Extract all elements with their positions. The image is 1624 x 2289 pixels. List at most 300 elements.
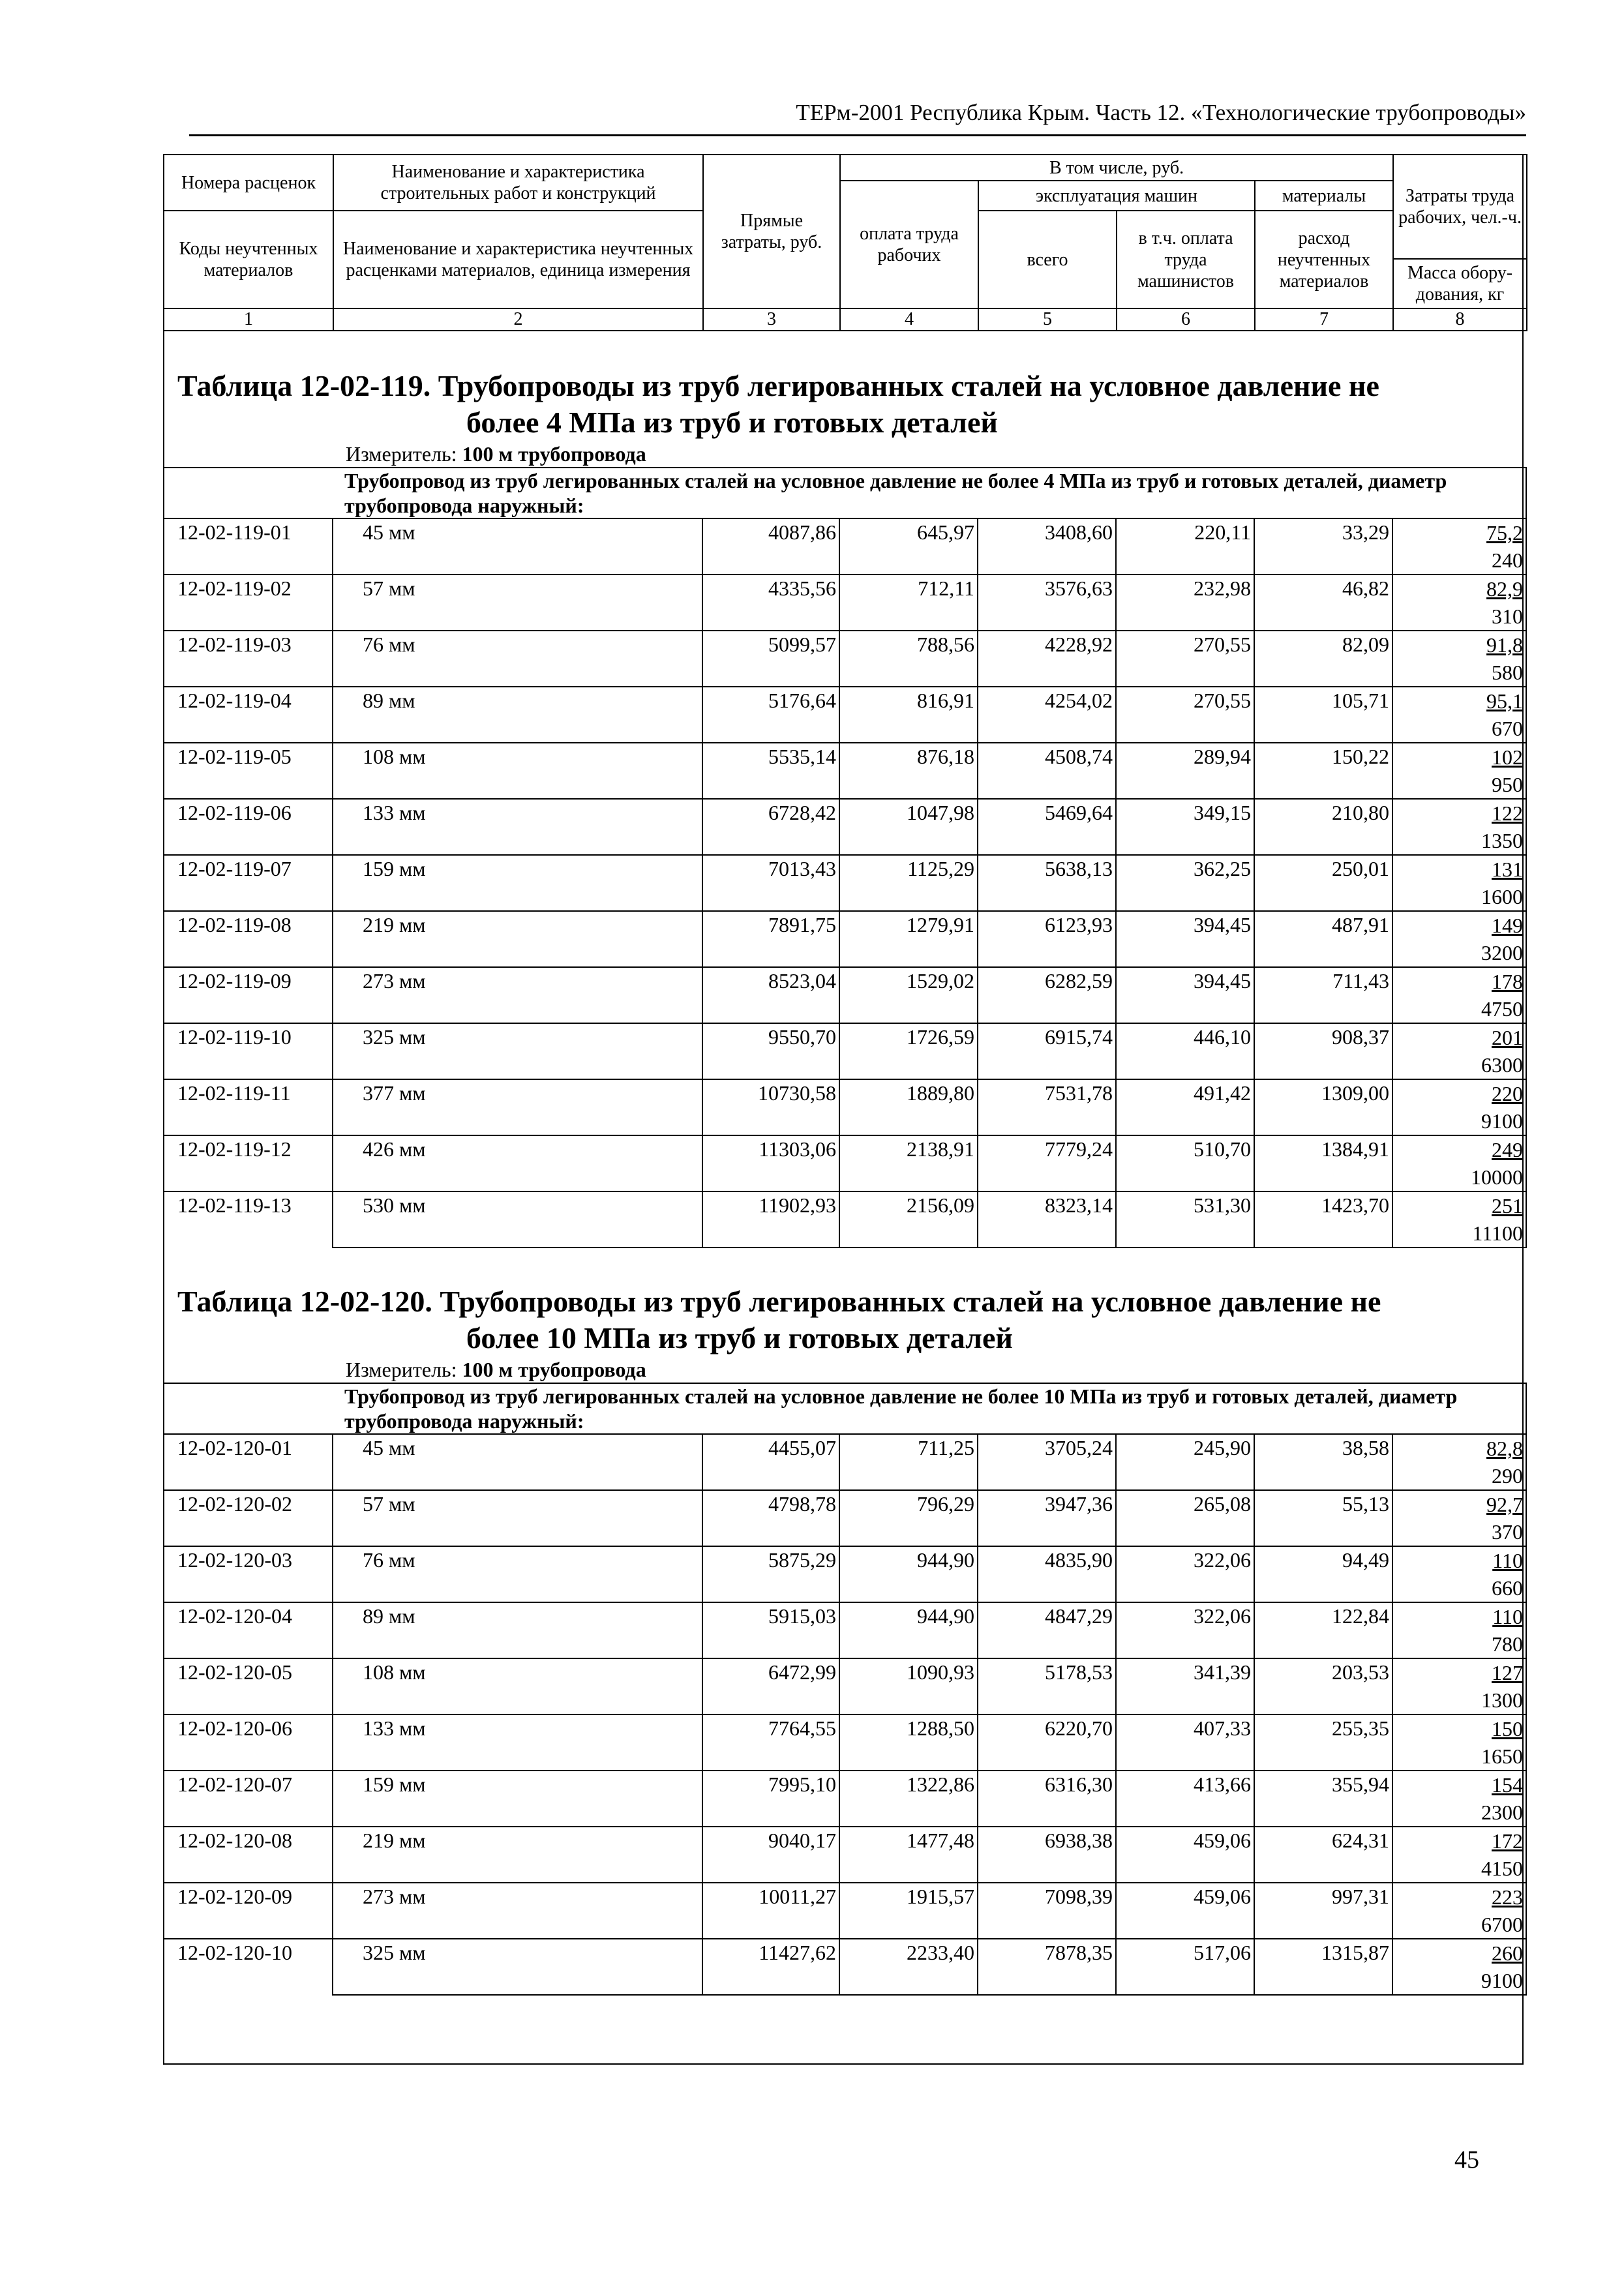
rate-code: 12-02-119-02 [163, 575, 333, 631]
machinists-wages: 510,70 [1116, 1135, 1254, 1191]
rate-name: 57 мм [333, 575, 702, 631]
labor-mass-cell [1392, 1883, 1526, 1939]
machines-total: 8323,14 [978, 1191, 1116, 1248]
rate-code: 12-02-119-13 [163, 1191, 333, 1248]
materials-cost: 250,01 [1254, 855, 1392, 911]
table-header [163, 154, 1527, 331]
machines-total: 3576,63 [978, 575, 1116, 631]
machinists-wages: 232,98 [1116, 575, 1254, 631]
col-8-top-header: Затраты труда рабочих, чел.-ч. [1393, 155, 1527, 259]
table-row [163, 967, 1526, 1023]
measure-line [164, 1356, 1522, 1383]
machinists-wages: 459,06 [1116, 1827, 1254, 1883]
direct-costs: 5875,29 [702, 1546, 839, 1602]
machines-total: 4847,29 [978, 1602, 1116, 1658]
machinists-wages: 394,45 [1116, 911, 1254, 967]
section-title-line-2: более 10 МПа из труб и готовых деталей [466, 1321, 1013, 1354]
measure-line [164, 441, 1522, 467]
labor-wages: 645,97 [839, 518, 978, 575]
labor-hours: 178 [1492, 970, 1524, 993]
table-row [163, 1771, 1526, 1827]
direct-costs: 5915,03 [702, 1602, 839, 1658]
labor-mass-cell [1392, 1714, 1526, 1771]
rate-name: 45 мм [333, 1434, 702, 1490]
rate-code: 12-02-120-06 [163, 1714, 333, 1771]
labor-wages: 1047,98 [839, 799, 978, 855]
equipment-mass: 780 [1492, 1632, 1524, 1656]
equipment-mass: 1300 [1481, 1688, 1524, 1712]
rate-name: 76 мм [333, 631, 702, 687]
materials-cost: 908,37 [1254, 1023, 1392, 1079]
equipment-mass: 660 [1492, 1576, 1524, 1600]
labor-hours: 220 [1492, 1082, 1524, 1105]
measure-label: Измеритель: [346, 442, 457, 466]
machinists-wages: 245,90 [1116, 1434, 1254, 1490]
equipment-mass: 1350 [1481, 829, 1524, 852]
rate-code: 12-02-119-01 [163, 518, 333, 575]
materials-cost: 355,94 [1254, 1771, 1392, 1827]
materials-header: материалы [1255, 181, 1393, 211]
labor-hours: 223 [1492, 1885, 1524, 1909]
equipment-mass: 2300 [1481, 1801, 1524, 1824]
col-8-bottom-header: Масса обору-дования, кг [1393, 259, 1527, 308]
rate-name: 273 мм [333, 967, 702, 1023]
machinists-wages: 270,55 [1116, 687, 1254, 743]
col-number: 7 [1255, 308, 1393, 331]
col-1-top-header: Номера расценок [164, 155, 333, 211]
including-header: В том числе, руб. [840, 155, 1393, 181]
machines-total: 3947,36 [978, 1490, 1116, 1546]
price-table [163, 467, 1527, 1248]
machinists-wages: 322,06 [1116, 1546, 1254, 1602]
table-row [163, 518, 1526, 575]
measure-value: 100 м трубопровода [462, 442, 646, 466]
col-6-header: в т.ч. оплата труда машинистов [1117, 211, 1255, 308]
table-row [163, 855, 1526, 911]
price-table-section [164, 1248, 1522, 1996]
materials-cost: 1423,70 [1254, 1191, 1392, 1248]
machines-total: 3408,60 [978, 518, 1116, 575]
labor-wages: 1288,50 [839, 1714, 978, 1771]
labor-hours: 131 [1492, 858, 1524, 881]
price-table-section [164, 331, 1522, 1248]
subheading-row [163, 468, 1526, 518]
col-number: 4 [840, 308, 978, 331]
direct-costs: 5535,14 [702, 743, 839, 799]
machines-total: 7098,39 [978, 1883, 1116, 1939]
machines-total: 5469,64 [978, 799, 1116, 855]
labor-hours: 110 [1492, 1605, 1524, 1628]
labor-wages: 944,90 [839, 1602, 978, 1658]
measure-label: Измеритель: [346, 1358, 457, 1381]
direct-costs: 8523,04 [702, 967, 839, 1023]
rate-code: 12-02-120-10 [163, 1939, 333, 1995]
machines-total: 5178,53 [978, 1658, 1116, 1714]
machines-total: 3705,24 [978, 1434, 1116, 1490]
rate-name: 108 мм [333, 743, 702, 799]
col-3-header: Прямые затраты, руб. [703, 155, 840, 308]
labor-wages: 1322,86 [839, 1771, 978, 1827]
labor-hours: 251 [1492, 1194, 1524, 1218]
labor-mass-cell [1392, 1602, 1526, 1658]
labor-hours: 75,2 [1486, 521, 1524, 545]
direct-costs: 9550,70 [702, 1023, 839, 1079]
materials-cost: 203,53 [1254, 1658, 1392, 1714]
direct-costs: 10011,27 [702, 1883, 839, 1939]
section-title [164, 1283, 1522, 1356]
labor-mass-cell [1392, 855, 1526, 911]
rate-name: 325 мм [333, 1023, 702, 1079]
rate-name: 108 мм [333, 1658, 702, 1714]
materials-cost: 33,29 [1254, 518, 1392, 575]
col-2-bottom-header: Наименование и характеристика неучтенных расценками материалов, единица измерения [333, 211, 703, 308]
machinists-wages: 265,08 [1116, 1490, 1254, 1546]
direct-costs: 4335,56 [702, 575, 839, 631]
labor-hours: 249 [1492, 1138, 1524, 1161]
rate-code: 12-02-119-03 [163, 631, 333, 687]
machines-total: 5638,13 [978, 855, 1116, 911]
materials-cost: 255,35 [1254, 1714, 1392, 1771]
table-row [163, 1191, 1526, 1248]
labor-mass-cell [1392, 1023, 1526, 1079]
equipment-mass: 290 [1492, 1464, 1524, 1488]
rate-code: 12-02-120-08 [163, 1827, 333, 1883]
col-2-top-header: Наименование и характеристика строительных работ и конструкций [333, 155, 703, 211]
page-header: ТЕРм-2001 Республика Крым. Часть 12. «Технологические трубопроводы» [189, 98, 1526, 136]
machinists-wages: 362,25 [1116, 855, 1254, 911]
machinists-wages: 446,10 [1116, 1023, 1254, 1079]
rate-name: 45 мм [333, 518, 702, 575]
labor-wages: 1090,93 [839, 1658, 978, 1714]
table-row [163, 1883, 1526, 1939]
equipment-mass: 11100 [1472, 1221, 1524, 1245]
materials-cost: 46,82 [1254, 575, 1392, 631]
labor-hours: 127 [1492, 1661, 1524, 1684]
equipment-mass: 670 [1492, 717, 1524, 740]
section-title-line-2: более 4 МПа из труб и готовых деталей [466, 406, 998, 439]
col-number: 1 [164, 308, 333, 331]
section-title [164, 368, 1522, 441]
labor-hours: 92,7 [1486, 1493, 1524, 1516]
labor-wages: 1529,02 [839, 967, 978, 1023]
labor-mass-cell [1392, 1135, 1526, 1191]
rate-name: 89 мм [333, 687, 702, 743]
table-row [163, 687, 1526, 743]
direct-costs: 4798,78 [702, 1490, 839, 1546]
rate-code: 12-02-119-08 [163, 911, 333, 967]
labor-mass-cell [1392, 575, 1526, 631]
direct-costs: 5176,64 [702, 687, 839, 743]
table-row [163, 1827, 1526, 1883]
labor-mass-cell [1392, 1434, 1526, 1490]
materials-cost: 1309,00 [1254, 1079, 1392, 1135]
materials-cost: 997,31 [1254, 1883, 1392, 1939]
document-sheet [163, 154, 1524, 2065]
materials-cost: 210,80 [1254, 799, 1392, 855]
direct-costs: 11902,93 [702, 1191, 839, 1248]
machines-total: 4508,74 [978, 743, 1116, 799]
materials-cost: 105,71 [1254, 687, 1392, 743]
labor-mass-cell [1392, 743, 1526, 799]
labor-hours: 201 [1492, 1026, 1524, 1049]
machines-total: 6220,70 [978, 1714, 1116, 1771]
labor-mass-cell [1392, 687, 1526, 743]
machinists-wages: 341,39 [1116, 1658, 1254, 1714]
rate-name: 89 мм [333, 1602, 702, 1658]
labor-mass-cell [1392, 1939, 1526, 1995]
labor-mass-cell [1392, 967, 1526, 1023]
col-7-header: расход неучтенных материалов [1255, 211, 1393, 308]
machines-total: 6123,93 [978, 911, 1116, 967]
labor-wages: 1726,59 [839, 1023, 978, 1079]
rate-code: 12-02-120-07 [163, 1771, 333, 1827]
equipment-mass: 9100 [1481, 1109, 1524, 1133]
equipment-mass: 370 [1492, 1520, 1524, 1544]
labor-mass-cell [1392, 1079, 1526, 1135]
labor-hours: 110 [1492, 1549, 1524, 1572]
rate-name: 57 мм [333, 1490, 702, 1546]
machines-total: 6915,74 [978, 1023, 1116, 1079]
labor-hours: 102 [1492, 745, 1524, 769]
rate-name: 133 мм [333, 1714, 702, 1771]
rate-name: 325 мм [333, 1939, 702, 1995]
labor-wages: 788,56 [839, 631, 978, 687]
rate-name: 219 мм [333, 1827, 702, 1883]
machines-total: 4228,92 [978, 631, 1116, 687]
col-number: 8 [1393, 308, 1527, 331]
equipment-mass: 9100 [1481, 1969, 1524, 1992]
rate-name: 426 мм [333, 1135, 702, 1191]
machinists-wages: 491,42 [1116, 1079, 1254, 1135]
rate-name: 219 мм [333, 911, 702, 967]
equipment-mass: 4750 [1481, 997, 1524, 1021]
machines-total: 6938,38 [978, 1827, 1116, 1883]
materials-cost: 150,22 [1254, 743, 1392, 799]
labor-mass-cell [1392, 1490, 1526, 1546]
machines-total: 4835,90 [978, 1546, 1116, 1602]
table-row [163, 575, 1526, 631]
materials-cost: 1315,87 [1254, 1939, 1392, 1995]
labor-mass-cell [1392, 1827, 1526, 1883]
labor-hours: 122 [1492, 801, 1524, 825]
col-number: 5 [978, 308, 1117, 331]
table-row [163, 1939, 1526, 1995]
machines-total: 6282,59 [978, 967, 1116, 1023]
labor-hours: 260 [1492, 1941, 1524, 1965]
table-row [163, 1079, 1526, 1135]
direct-costs: 11427,62 [702, 1939, 839, 1995]
labor-wages: 2233,40 [839, 1939, 978, 1995]
materials-cost: 624,31 [1254, 1827, 1392, 1883]
rate-code: 12-02-119-06 [163, 799, 333, 855]
labor-mass-cell [1392, 911, 1526, 967]
labor-mass-cell [1392, 1658, 1526, 1714]
direct-costs: 7764,55 [702, 1714, 839, 1771]
rate-code: 12-02-120-09 [163, 1883, 333, 1939]
equipment-mass: 240 [1492, 548, 1524, 572]
table-subheading: Трубопровод из труб легированных сталей на условное давление не более 4 МПа из труб и готовых деталей, диаметр трубопровода наружный: [163, 468, 1526, 518]
labor-mass-cell [1392, 1191, 1526, 1248]
machinists-wages: 459,06 [1116, 1883, 1254, 1939]
direct-costs: 7891,75 [702, 911, 839, 967]
col-number: 6 [1117, 308, 1255, 331]
materials-cost: 711,43 [1254, 967, 1392, 1023]
machines-total: 7531,78 [978, 1079, 1116, 1135]
labor-hours: 149 [1492, 914, 1524, 937]
equipment-mass: 6700 [1481, 1913, 1524, 1936]
direct-costs: 7995,10 [702, 1771, 839, 1827]
materials-cost: 38,58 [1254, 1434, 1392, 1490]
equipment-mass: 4150 [1481, 1857, 1524, 1880]
price-table [163, 1383, 1527, 1996]
labor-hours: 154 [1492, 1773, 1524, 1797]
equipment-mass: 580 [1492, 661, 1524, 684]
direct-costs: 4087,86 [702, 518, 839, 575]
table-row [163, 743, 1526, 799]
col-1-bottom-header: Коды неучтенных материалов [164, 211, 333, 308]
direct-costs: 11303,06 [702, 1135, 839, 1191]
direct-costs: 4455,07 [702, 1434, 839, 1490]
page-number: 45 [1454, 2146, 1479, 2174]
rate-code: 12-02-120-01 [163, 1434, 333, 1490]
labor-wages: 2138,91 [839, 1135, 978, 1191]
machines-total: 6316,30 [978, 1771, 1116, 1827]
labor-wages: 712,11 [839, 575, 978, 631]
rate-name: 530 мм [333, 1191, 702, 1248]
machinists-wages: 220,11 [1116, 518, 1254, 575]
table-row [163, 1434, 1526, 1490]
materials-cost: 122,84 [1254, 1602, 1392, 1658]
direct-costs: 5099,57 [702, 631, 839, 687]
machinists-wages: 413,66 [1116, 1771, 1254, 1827]
col-4-header: оплата труда рабочих [840, 181, 978, 308]
subheading-row [163, 1383, 1526, 1434]
rate-code: 12-02-120-03 [163, 1546, 333, 1602]
rate-code: 12-02-119-04 [163, 687, 333, 743]
direct-costs: 10730,58 [702, 1079, 839, 1135]
col-number: 3 [703, 308, 840, 331]
materials-cost: 487,91 [1254, 911, 1392, 967]
labor-hours: 95,1 [1486, 689, 1524, 713]
labor-mass-cell [1392, 631, 1526, 687]
rate-code: 12-02-119-12 [163, 1135, 333, 1191]
labor-mass-cell [1392, 799, 1526, 855]
labor-wages: 711,25 [839, 1434, 978, 1490]
labor-hours: 91,8 [1486, 633, 1524, 657]
table-row [163, 1714, 1526, 1771]
col-5-header: всего [978, 211, 1117, 308]
rate-code: 12-02-119-10 [163, 1023, 333, 1079]
equipment-mass: 3200 [1481, 941, 1524, 965]
rate-name: 159 мм [333, 1771, 702, 1827]
machinists-wages: 322,06 [1116, 1602, 1254, 1658]
rate-code: 12-02-120-04 [163, 1602, 333, 1658]
rate-code: 12-02-120-02 [163, 1490, 333, 1546]
rate-name: 159 мм [333, 855, 702, 911]
section-title-line-1: Таблица 12-02-119. Трубопроводы из труб легированных сталей на условное давление не [177, 369, 1379, 402]
table-row [163, 631, 1526, 687]
machines-header: эксплуатация машин [978, 181, 1255, 211]
labor-mass-cell [1392, 1546, 1526, 1602]
rate-code: 12-02-119-11 [163, 1079, 333, 1135]
machinists-wages: 531,30 [1116, 1191, 1254, 1248]
rate-name: 133 мм [333, 799, 702, 855]
table-row [163, 911, 1526, 967]
equipment-mass: 6300 [1481, 1053, 1524, 1077]
direct-costs: 6728,42 [702, 799, 839, 855]
equipment-mass: 950 [1492, 773, 1524, 796]
rate-name: 273 мм [333, 1883, 702, 1939]
machinists-wages: 394,45 [1116, 967, 1254, 1023]
measure-value: 100 м трубопровода [462, 1358, 646, 1381]
machinists-wages: 517,06 [1116, 1939, 1254, 1995]
table-row [163, 1602, 1526, 1658]
machines-total: 7878,35 [978, 1939, 1116, 1995]
direct-costs: 9040,17 [702, 1827, 839, 1883]
labor-hours: 150 [1492, 1717, 1524, 1741]
labor-wages: 1477,48 [839, 1827, 978, 1883]
machinists-wages: 407,33 [1116, 1714, 1254, 1771]
rate-code: 12-02-119-07 [163, 855, 333, 911]
col-number: 2 [333, 308, 703, 331]
labor-hours: 172 [1492, 1829, 1524, 1853]
rate-name: 377 мм [333, 1079, 702, 1135]
table-subheading: Трубопровод из труб легированных сталей на условное давление не более 10 МПа из труб и готовых деталей, диаметр трубопровода наружный: [163, 1383, 1526, 1434]
labor-mass-cell [1392, 1771, 1526, 1827]
labor-wages: 1915,57 [839, 1883, 978, 1939]
equipment-mass: 1600 [1481, 885, 1524, 908]
equipment-mass: 310 [1492, 605, 1524, 628]
labor-wages: 944,90 [839, 1546, 978, 1602]
materials-cost: 55,13 [1254, 1490, 1392, 1546]
direct-costs: 7013,43 [702, 855, 839, 911]
table-row [163, 1135, 1526, 1191]
labor-wages: 2156,09 [839, 1191, 978, 1248]
labor-wages: 796,29 [839, 1490, 978, 1546]
table-row [163, 1023, 1526, 1079]
machines-total: 7779,24 [978, 1135, 1116, 1191]
labor-hours: 82,9 [1486, 577, 1524, 601]
table-row [163, 799, 1526, 855]
equipment-mass: 1650 [1481, 1744, 1524, 1768]
labor-hours: 82,8 [1486, 1437, 1524, 1460]
table-row [163, 1546, 1526, 1602]
rate-code: 12-02-120-05 [163, 1658, 333, 1714]
labor-wages: 816,91 [839, 687, 978, 743]
machinists-wages: 349,15 [1116, 799, 1254, 855]
labor-wages: 1279,91 [839, 911, 978, 967]
table-row [163, 1658, 1526, 1714]
rate-code: 12-02-119-09 [163, 967, 333, 1023]
table-row [163, 1490, 1526, 1546]
machinists-wages: 289,94 [1116, 743, 1254, 799]
labor-mass-cell [1392, 518, 1526, 575]
labor-wages: 1125,29 [839, 855, 978, 911]
rate-name: 76 мм [333, 1546, 702, 1602]
direct-costs: 6472,99 [702, 1658, 839, 1714]
materials-cost: 82,09 [1254, 631, 1392, 687]
materials-cost: 94,49 [1254, 1546, 1392, 1602]
section-title-line-1: Таблица 12-02-120. Трубопроводы из труб легированных сталей на условное давление не [177, 1285, 1381, 1318]
rate-code: 12-02-119-05 [163, 743, 333, 799]
labor-wages: 1889,80 [839, 1079, 978, 1135]
sections-container [164, 331, 1522, 1996]
machinists-wages: 270,55 [1116, 631, 1254, 687]
equipment-mass: 10000 [1471, 1165, 1524, 1189]
machines-total: 4254,02 [978, 687, 1116, 743]
materials-cost: 1384,91 [1254, 1135, 1392, 1191]
labor-wages: 876,18 [839, 743, 978, 799]
